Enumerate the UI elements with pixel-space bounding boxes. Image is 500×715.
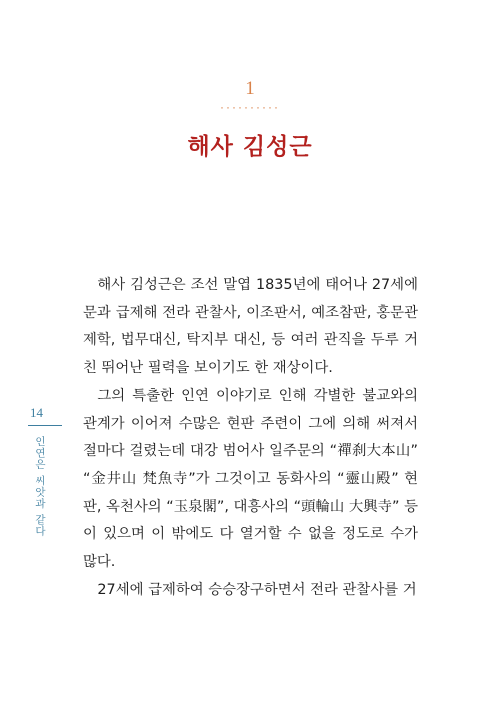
page-number-rule xyxy=(28,425,62,426)
chapter-divider-dots: ·········· xyxy=(220,100,280,114)
page-number: 14 xyxy=(30,405,43,420)
paragraph-1: 해사 김성근은 조선 말엽 1835년에 태어나 27세에 문과 급제해 전라 관찰사, 이조판서, 예조참판, 홍문관 제학, 법무대신, 탁지부 대신, 등 여러 관직을 두루 거친 뛰어난 필력을 보이기도 한 재상이다. xyxy=(83,277,418,377)
paragraph-3: 27세에 급제하여 승승장구하면서 전라 관찰사를 거 xyxy=(97,581,417,598)
body-text xyxy=(83,272,418,604)
chapter-number: 1 xyxy=(245,78,255,99)
paragraph-2: 그의 특출한 인연 이야기로 인해 각별한 불교와의 관계가 이어져 수많은 현판 주련이 그에 의해 써져서 절마다 걸렸는데 대강 범어사 일주문의 “禪刹大本山” “金井山 梵魚寺”가 그것이고 동화사의 “靈山殿” 현판, 옥천사의 “玉泉閣”, 대흥사의 “頭輪山 大興寺” 등이 있으며 이 밖에도 다 열거할 수 없을 정도로 수가 많다. xyxy=(83,387,418,571)
running-head: 인연은 씨앗과 같다 xyxy=(34,436,46,537)
chapter-title: 해사 김성근 xyxy=(187,134,313,160)
